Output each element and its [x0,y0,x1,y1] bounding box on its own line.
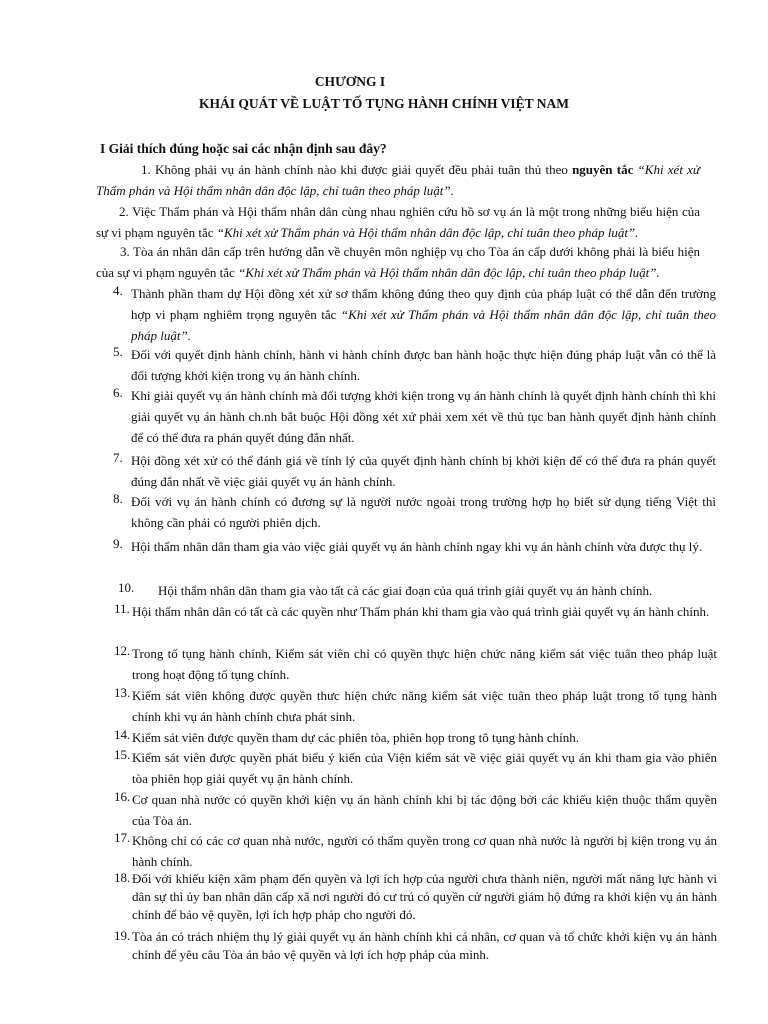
statement-text: Hội thẩm nhân dân tham gia vào việc giải quyết vụ án hành chính ngay khi vụ án hành chính vừa được thụ lý. [131,539,703,554]
statement-2 [96,201,700,243]
statement-quote: “Khi xét xử Thẩm phán và Hội thẩm nhân dân độc lập, chỉ tuân theo pháp luật”. [131,307,716,343]
statement-text: Cơ quan nhà nước có quyền khởi kiện vụ án hành chính khi bị tác động bởi các khiếu kiện thuộc thẩm quyền của Tòa án. [132,792,717,828]
statement-text: Tòa án có trách nhiệm thụ lý giải quyết vụ án hành chính khi cá nhân, cơ quan và tổ chức khởi kiện vụ án hành chính để yêu câu Tòa án bảo vệ quyền và lợi ích hợp pháp của mình. [132,929,717,962]
statement-3 [96,241,700,283]
statement-number: 14. [114,727,131,742]
statement-1 [96,159,700,201]
statement-text: Không chỉ có các cơ quan nhà nước, người có thẩm quyền trong cơ quan nhà nước là người bị kiện trong vụ án hành chính. [132,833,717,869]
statement-1-text: 1. Không phải vụ án hành chính nào khi được giải quyết đều phải tuân thủ theo [141,162,573,177]
statement-3-quote: “Khi xét xử Thẩm phán và Hội thẩm nhân dân độc lập, chỉ tuân theo pháp luật”. [238,265,660,280]
statement-number: 17. [114,830,131,845]
statement-2-quote: “Khi xét xử Thẩm phán và Hội thẩm nhân dân độc lập, chỉ tuân theo pháp luật”. [216,225,639,240]
statement-text: Đối với vụ án hành chính có đương sự là người nước ngoài trong trường hợp họ biết sử dụng tiếng Việt thì không cần phải có người phiên dịch. [131,494,716,530]
chapter-heading: CHƯƠNG I [314,74,386,89]
document-title: KHÁI QUÁT VỀ LUẬT TỐ TỤNG HÀNH CHÍNH VIỆT NAM [199,96,569,111]
statement-number: 4. [113,283,123,298]
statement-text: Đối với khiếu kiện xâm phạm đến quyền và lợi ích hợp của người chưa thành niên, người mất năng lực hành vi dân sự thì ủy ban nhân dân cấp xã nơi người đó cư trú có quyền cử người giám hộ đứng ra khởi kiện vụ án hành chính để bảo vệ quyền, lợi ích hợp pháp cho người đó. [132,871,717,922]
statement-number: 13. [114,685,131,700]
statement-text: Hội đồng xét xử có thể đánh giá về tính lý của quyết định hành chính bị khởi kiện để có thể đưa ra phán quyết đúng đắn nhất về việc giải quyết vụ án hành chính. [131,453,716,489]
statement-number: 12. [114,643,131,658]
statement-number: 6. [113,385,123,400]
statement-number: 15. [114,747,131,762]
statement-text: Thành phần tham dự Hội đồng xét xử sơ thẩm không đúng theo quy định của pháp luật có thể dẫn đến trường hợp vi phạm nghiêm trọng nguyên tắc [131,286,716,322]
statement-number: 9. [113,536,123,551]
statement-text: Hội thẩm nhân dân tham gia vào tất cả các giai đoạn của quá trình giải quyết vụ án hành chính. [158,583,653,598]
statement-text: Kiểm sát viên không được quyền thưc hiện chức năng kiểm sát việc tuân theo pháp luật trong tổ tụng hành chính khi vụ án hành chính chưa phát sinh. [132,688,717,724]
statement-1-bold: nguyên tắc [572,162,634,177]
section-heading: I Giải thích đúng hoặc sai các nhận định sau đây? [100,141,387,156]
statement-3-text: 3. Tòa án nhân dân cấp trên hướng dẫn về chuyên môn nghiệp vụ cho Tòa án cấp dưới không phải là biểu hiện của sự vi phạm nguyên tắc [96,244,700,280]
statement-number: 11. [114,601,130,616]
statement-1-quote: “Khi xét xử Thẩm phán và Hội thẩm nhân dân độc lập, chỉ tuân theo pháp luật”. [96,162,701,198]
statement-text: Kiểm sát viên được quyền phát biểu ý kiến của Viện kiểm sát về việc giải quyết vụ án khi tham gia vào phiên tòa phiên họp giải quyết vụ ặn hành chính. [132,750,717,786]
statement-number: 7. [113,450,123,465]
statement-text: Kiểm sát viên được quyền tham dự các phiên tòa, phiên họp trong tô tụng hành chính. [132,730,579,745]
statement-number: 5. [113,344,123,359]
statement-text: Đối với quyết định hành chính, hành vi hành chính được ban hành hoặc thực hiện đúng pháp luật vẫn có thể là đối tượng khởi kiện trong vụ án hành chính. [131,347,716,383]
statement-number: 8. [113,491,123,506]
statement-number: 16. [114,789,131,804]
statement-2-text: 2. Việc Thẩm phán và Hội thẩm nhân dân cùng nhau nghiên cứu hồ sơ vụ án là một trong những biểu hiện của sự vi phạm nguyên tắc [96,204,700,240]
statement-text: Hội thẩm nhân dân có tất cà các quyền như Thẩm phán khi tham gia vào quá trình giải quyết vụ án hành chính. [132,604,710,619]
statement-text: Trong tố tụng hành chính, Kiểm sát viên chỉ có quyền thực hiện chức năng kiểm sát việc tuân theo pháp luật trong hoạt động tố tụng chính. [132,646,717,682]
statement-text: Khi giải quyết vụ án hành chính mà đối tượng khởi kiện trong vụ án hành chính là quyết định hành chính thì khi giải quyết vụ án hành ch.nh bắt buộc Hội đồng xét xử phải xem xét về thủ tục ban hành quyết định hành chính để có thể đưa ra phán quyết đúng đắn nhất. [131,388,716,445]
statement-number: 18. [114,870,131,885]
statement-number: 19. [114,928,131,943]
statement-number: 10. [118,580,135,595]
